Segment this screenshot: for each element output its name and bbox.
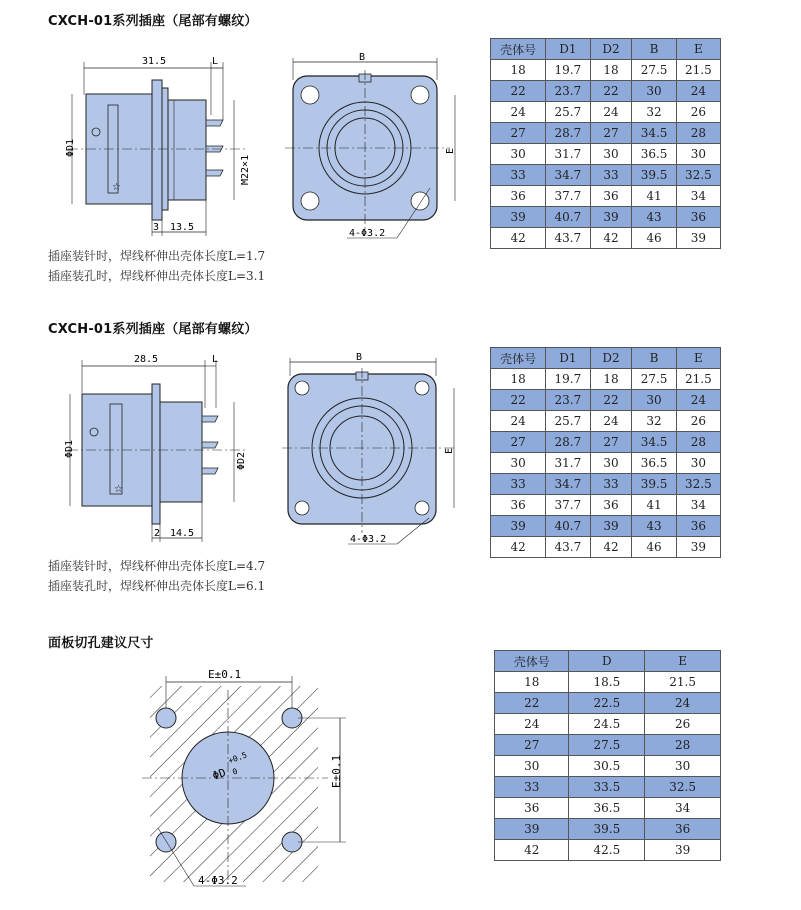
- dim-d2: ΦD2: [236, 451, 247, 470]
- table-cell: 34.5: [632, 123, 676, 144]
- table-cell: 18: [590, 369, 632, 390]
- dim-d1: ΦD1: [65, 138, 76, 157]
- table-cell: 33: [491, 165, 546, 186]
- table-cell: 39.5: [569, 819, 645, 840]
- table-cell: 36.5: [632, 453, 676, 474]
- table-cell: 26: [676, 102, 720, 123]
- table-cell: 27.5: [632, 60, 676, 81]
- table-cell: 25.7: [546, 102, 590, 123]
- spec-table-3: [494, 650, 721, 861]
- section1-front-view: [285, 50, 470, 245]
- dim-L: L: [212, 354, 219, 365]
- table-cell: 22: [491, 81, 546, 102]
- table-cell: 21.5: [676, 369, 720, 390]
- table-cell: 30: [590, 453, 632, 474]
- dim-length: 28.5: [134, 354, 159, 365]
- table-row: [491, 390, 721, 411]
- table-cell: 36: [645, 819, 721, 840]
- section2-star-icon: ☆: [114, 484, 123, 495]
- table-cell: 33: [590, 165, 632, 186]
- table-cell: 30: [590, 144, 632, 165]
- table-cell: 30: [645, 756, 721, 777]
- table-cell: 39: [676, 228, 720, 249]
- table-cell: 42.5: [569, 840, 645, 861]
- table-row: [495, 714, 721, 735]
- spec-table-2: [490, 347, 721, 558]
- table-row: [491, 144, 721, 165]
- table-cell: 22: [495, 693, 569, 714]
- table-cell: 39: [495, 819, 569, 840]
- table-cell: 37.7: [546, 495, 590, 516]
- table-cell: 30: [491, 453, 546, 474]
- dim-tol: +0.5: [227, 750, 249, 766]
- table-cell: 39: [491, 516, 546, 537]
- table-cell: 42: [590, 537, 632, 558]
- table-row: [491, 165, 721, 186]
- table-cell: 36: [590, 186, 632, 207]
- table-cell: 34: [676, 495, 720, 516]
- table-cell: 39: [590, 516, 632, 537]
- table-row: [491, 81, 721, 102]
- table-header: E: [676, 39, 720, 60]
- table-cell: 39: [676, 537, 720, 558]
- table-cell: 30: [491, 144, 546, 165]
- table-row: [491, 228, 721, 249]
- table-cell: 32: [632, 102, 676, 123]
- dim-flange: 2: [154, 528, 161, 539]
- table-cell: 39.5: [632, 474, 676, 495]
- table-row: [491, 453, 721, 474]
- table-cell: 24.5: [569, 714, 645, 735]
- table-cell: 34.5: [632, 432, 676, 453]
- table-row: [495, 756, 721, 777]
- table-cell: 39.5: [632, 165, 676, 186]
- section2-title: CXCH-01系列插座（尾部有螺纹）: [48, 322, 258, 337]
- table-cell: 37.7: [546, 186, 590, 207]
- table-cell: 18: [491, 60, 546, 81]
- table-header: D1: [546, 348, 590, 369]
- table-row: [491, 186, 721, 207]
- section1-title: CXCH-01系列插座（尾部有螺纹）: [48, 14, 258, 29]
- note-line: 插座装针时，焊线杯伸出壳体长度L=1.7: [48, 249, 266, 263]
- table-header: D2: [590, 348, 632, 369]
- table-row: [495, 777, 721, 798]
- table-row: [495, 693, 721, 714]
- table-row: [491, 207, 721, 228]
- table-cell: 40.7: [546, 207, 590, 228]
- table-header: D: [569, 651, 645, 672]
- table-cell: 22: [491, 390, 546, 411]
- table-cell: 26: [645, 714, 721, 735]
- table-cell: 33: [495, 777, 569, 798]
- note-line: 插座装孔时，焊线杯伸出壳体长度L=3.1: [48, 269, 266, 283]
- table-cell: 22.5: [569, 693, 645, 714]
- table-cell: 33: [590, 474, 632, 495]
- table-cell: 24: [645, 693, 721, 714]
- table-cell: 42: [495, 840, 569, 861]
- table-cell: 30.5: [569, 756, 645, 777]
- dim-tol0: 0: [231, 766, 239, 777]
- table-cell: 23.7: [546, 390, 590, 411]
- dim-holes: 4-Φ3.2: [350, 534, 387, 545]
- table-cell: 39: [590, 207, 632, 228]
- note-line: 插座装针时，焊线杯伸出壳体长度L=4.7: [48, 559, 266, 573]
- dim-side: E±0.1: [330, 754, 343, 788]
- table-cell: 28: [676, 123, 720, 144]
- table-cell: 46: [632, 537, 676, 558]
- spec-table-1: [490, 38, 721, 249]
- section1-side-view: [48, 50, 263, 240]
- table-cell: 24: [491, 411, 546, 432]
- dim-B: B: [356, 352, 363, 363]
- dim-E: E: [444, 447, 455, 454]
- dim-holes: 4-Φ3.2: [349, 228, 386, 239]
- section1-star-icon: ☆: [112, 182, 121, 193]
- table-cell: 39: [645, 840, 721, 861]
- table-cell: 27.5: [569, 735, 645, 756]
- table-row: [491, 411, 721, 432]
- table-header-row: [495, 651, 721, 672]
- section2-side-view: [48, 348, 263, 548]
- table-cell: 30: [676, 453, 720, 474]
- dim-L: L: [212, 56, 219, 67]
- table-cell: 31.7: [546, 453, 590, 474]
- dim-thread: M22×1: [240, 154, 251, 185]
- table-cell: 22: [590, 390, 632, 411]
- section2-front-view: [282, 348, 472, 548]
- table-cell: 24: [495, 714, 569, 735]
- dim-flange: 3: [153, 222, 160, 233]
- table-row: [491, 123, 721, 144]
- table-cell: 32.5: [645, 777, 721, 798]
- table-cell: 27.5: [632, 369, 676, 390]
- table-cell: 27: [495, 735, 569, 756]
- table-row: [495, 840, 721, 861]
- table-header: 壳体号: [491, 39, 546, 60]
- table-cell: 24: [590, 102, 632, 123]
- table-cell: 43.7: [546, 228, 590, 249]
- table-cell: 36: [491, 495, 546, 516]
- table-cell: 41: [632, 495, 676, 516]
- dim-B: B: [359, 52, 366, 63]
- table-cell: 28: [676, 432, 720, 453]
- table-cell: 36: [491, 186, 546, 207]
- table-cell: 31.7: [546, 144, 590, 165]
- table-cell: 30: [495, 756, 569, 777]
- table-cell: 36.5: [632, 144, 676, 165]
- table-cell: 21.5: [676, 60, 720, 81]
- table-cell: 30: [632, 390, 676, 411]
- table-cell: 23.7: [546, 81, 590, 102]
- table-cell: 36: [676, 516, 720, 537]
- table-cell: 36: [676, 207, 720, 228]
- table-cell: 18: [491, 369, 546, 390]
- table-row: [491, 516, 721, 537]
- table-cell: 18.5: [569, 672, 645, 693]
- table-cell: 42: [590, 228, 632, 249]
- table-cell: 27: [491, 123, 546, 144]
- note-line: 插座装孔时，焊线杯伸出壳体长度L=6.1: [48, 579, 266, 593]
- table-header: B: [632, 39, 676, 60]
- table-cell: 36: [590, 495, 632, 516]
- table-row: [495, 819, 721, 840]
- dim-length: 31.5: [142, 56, 167, 67]
- table-cell: 36: [495, 798, 569, 819]
- table-row: [495, 798, 721, 819]
- table-cell: 30: [632, 81, 676, 102]
- table-row: [491, 495, 721, 516]
- table-header: D2: [590, 39, 632, 60]
- table-cell: 39: [491, 207, 546, 228]
- table-row: [491, 102, 721, 123]
- table-cell: 32.5: [676, 165, 720, 186]
- table-cell: 24: [676, 81, 720, 102]
- table-cell: 27: [590, 432, 632, 453]
- table-row: [491, 432, 721, 453]
- table-cell: 27: [491, 432, 546, 453]
- dim-tail: 14.5: [170, 528, 195, 539]
- table-row: [495, 672, 721, 693]
- table-row: [491, 474, 721, 495]
- table-cell: 25.7: [546, 411, 590, 432]
- table-cell: 34: [676, 186, 720, 207]
- table-row: [491, 60, 721, 81]
- table-header: E: [645, 651, 721, 672]
- table-cell: 22: [590, 81, 632, 102]
- table-cell: 34.7: [546, 474, 590, 495]
- section2-notes: [48, 556, 265, 596]
- section1-notes: [48, 246, 265, 286]
- table-cell: 24: [676, 390, 720, 411]
- table-cell: 34: [645, 798, 721, 819]
- table-row: [491, 537, 721, 558]
- table-cell: 33: [491, 474, 546, 495]
- panel-cutout-diagram: [128, 660, 358, 900]
- table-header: E: [676, 348, 720, 369]
- dim-E: E: [445, 147, 456, 154]
- table-cell: 21.5: [645, 672, 721, 693]
- table-cell: 42: [491, 228, 546, 249]
- dim-d1: ΦD1: [64, 439, 75, 458]
- table-cell: 28: [645, 735, 721, 756]
- table-cell: 32.5: [676, 474, 720, 495]
- table-cell: 32: [632, 411, 676, 432]
- table-cell: 43.7: [546, 537, 590, 558]
- table-cell: 19.7: [546, 369, 590, 390]
- table-cell: 46: [632, 228, 676, 249]
- table-header: D1: [546, 39, 590, 60]
- table-cell: 26: [676, 411, 720, 432]
- table-cell: 36.5: [569, 798, 645, 819]
- section3-title: 面板切孔建议尺寸: [48, 636, 154, 651]
- dim-tail: 13.5: [170, 222, 195, 233]
- table-header: 壳体号: [491, 348, 546, 369]
- table-cell: 30: [676, 144, 720, 165]
- table-header: B: [632, 348, 676, 369]
- table-header: 壳体号: [495, 651, 569, 672]
- table-cell: 28.7: [546, 123, 590, 144]
- table-cell: 43: [632, 516, 676, 537]
- dim-holes: 4-Φ3.2: [198, 874, 238, 887]
- table-cell: 33.5: [569, 777, 645, 798]
- dim-dia: ΦD: [210, 765, 228, 783]
- table-row: [491, 369, 721, 390]
- table-cell: 27: [590, 123, 632, 144]
- table-cell: 24: [491, 102, 546, 123]
- dim-top: E±0.1: [208, 668, 242, 681]
- table-cell: 24: [590, 411, 632, 432]
- table-cell: 18: [495, 672, 569, 693]
- table-cell: 42: [491, 537, 546, 558]
- table-cell: 40.7: [546, 516, 590, 537]
- table-cell: 18: [590, 60, 632, 81]
- table-cell: 43: [632, 207, 676, 228]
- table-cell: 34.7: [546, 165, 590, 186]
- table-header-row: [491, 39, 721, 60]
- table-header-row: [491, 348, 721, 369]
- table-cell: 41: [632, 186, 676, 207]
- table-row: [495, 735, 721, 756]
- table-cell: 28.7: [546, 432, 590, 453]
- table-cell: 19.7: [546, 60, 590, 81]
